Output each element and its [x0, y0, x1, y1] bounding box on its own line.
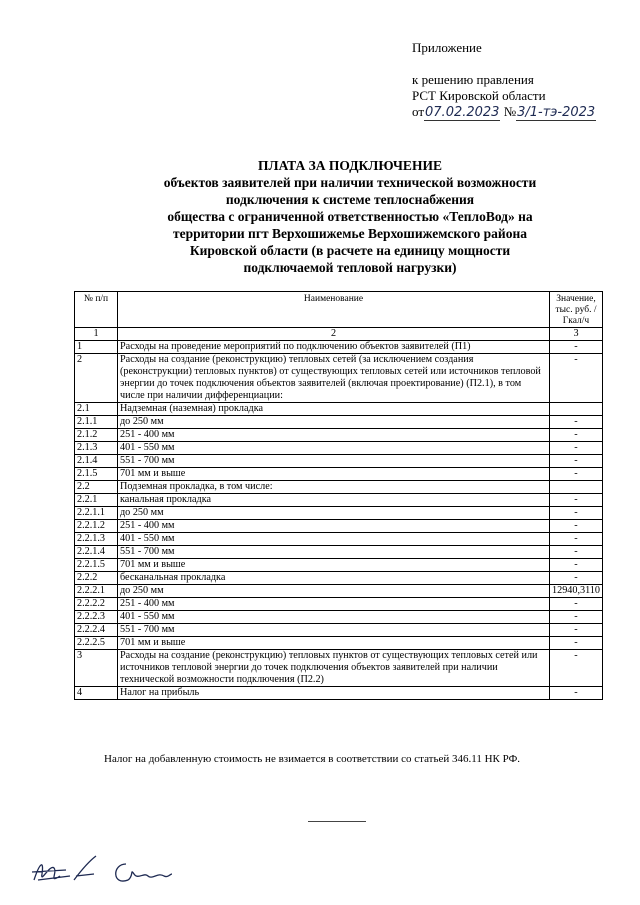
row-number: 2.2 [75, 481, 118, 494]
row-number: 2.2.1.2 [75, 520, 118, 533]
row-number: 2.2.1.4 [75, 546, 118, 559]
row-number: 2.1.4 [75, 455, 118, 468]
table-row [75, 546, 603, 559]
table-row [75, 416, 603, 429]
handwritten-number: 3/1-тэ-2023 [517, 105, 596, 120]
row-number: 2.2.1 [75, 494, 118, 507]
row-name: до 250 мм [118, 585, 550, 598]
table-row [75, 598, 603, 611]
header-value: Значение, тыс. руб. / Гкал/ч [550, 292, 603, 328]
row-value: - [550, 611, 603, 624]
row-value: - [550, 572, 603, 585]
row-name: до 250 мм [118, 507, 550, 520]
row-value: - [550, 416, 603, 429]
row-number: 2.1.3 [75, 442, 118, 455]
row-value: - [550, 354, 603, 403]
table-row [75, 442, 603, 455]
row-name: 551 - 700 мм [118, 455, 550, 468]
row-value: - [550, 494, 603, 507]
number-prefix: № [503, 104, 517, 119]
row-number: 2.2.2 [75, 572, 118, 585]
row-value: - [550, 637, 603, 650]
row-name: 701 мм и выше [118, 559, 550, 572]
table-row [75, 533, 603, 546]
header-name: Наименование [118, 292, 550, 328]
date-prefix: от [412, 104, 425, 119]
table-row [75, 650, 603, 687]
row-value: - [550, 624, 603, 637]
table-row [75, 637, 603, 650]
index-cell: 2 [118, 328, 550, 341]
row-number: 2.1 [75, 403, 118, 416]
row-name: Расходы на создание (реконструкцию) тепловых пунктов от существующих тепловых сетей или источников тепловой энергии до точек подключения объектов заявителей при наличии технической возможности подключения (П2.2) [118, 650, 550, 687]
row-number: 4 [75, 687, 118, 700]
row-number: 2.1.1 [75, 416, 118, 429]
title-line-6: Кировской области (в расчете на единицу мощности [189, 243, 511, 258]
row-name: 701 мм и выше [118, 637, 550, 650]
index-cell: 3 [550, 328, 603, 341]
row-name: 251 - 400 мм [118, 520, 550, 533]
row-name: Расходы на создание (реконструкцию) тепловых сетей (за исключением создания (реконструкции) тепловых пунктов) от существующих тепловых сетей или источников тепловой энергии до точек подключения объектов заявителей (включая проектирование) (П2.1), в том числе при наличии дифференциации: [118, 354, 550, 403]
row-value: - [550, 533, 603, 546]
row-number: 2.1.2 [75, 429, 118, 442]
row-name: 401 - 550 мм [118, 533, 550, 546]
table-header-row [75, 292, 603, 328]
row-number: 2 [75, 354, 118, 403]
row-name: 251 - 400 мм [118, 598, 550, 611]
table-row [75, 507, 603, 520]
header-num: № п/п [75, 292, 118, 328]
row-number: 2.2.2.4 [75, 624, 118, 637]
table-row [75, 520, 603, 533]
document-title [100, 157, 600, 276]
appendix-label: Приложение [412, 40, 482, 55]
row-value: - [550, 429, 603, 442]
row-name: 251 - 400 мм [118, 429, 550, 442]
row-name: Подземная прокладка, в том числе: [118, 481, 550, 494]
handwritten-date: 07.02.2023 [425, 105, 500, 120]
authority-line: РСТ Кировской области [412, 88, 546, 103]
row-number: 3 [75, 650, 118, 687]
table-row [75, 481, 603, 494]
table-row [75, 341, 603, 354]
signatures [30, 850, 180, 897]
row-name: 551 - 700 мм [118, 624, 550, 637]
table-row [75, 585, 603, 598]
row-value: - [550, 455, 603, 468]
row-value [550, 481, 603, 494]
table-row [75, 429, 603, 442]
table-row [75, 559, 603, 572]
table-row [75, 403, 603, 416]
signature-icon [30, 850, 180, 892]
row-name: до 250 мм [118, 416, 550, 429]
table-row [75, 687, 603, 700]
row-name: 551 - 700 мм [118, 546, 550, 559]
title-line-5: территории пгт Верхошижемье Верхошижемского района [173, 226, 527, 241]
row-value: - [550, 687, 603, 700]
row-value: - [550, 507, 603, 520]
row-value: 12940,3110 [550, 585, 603, 598]
tariff-table [74, 291, 603, 700]
row-value [550, 403, 603, 416]
row-name: бесканальная прокладка [118, 572, 550, 585]
row-value: - [550, 598, 603, 611]
row-name: Надземная (наземная) прокладка [118, 403, 550, 416]
table-body [75, 341, 603, 700]
row-name: Налог на прибыль [118, 687, 550, 700]
table-row [75, 572, 603, 585]
appendix-block [412, 40, 596, 121]
title-line-3: подключения к системе теплоснабжения [225, 192, 475, 207]
title-line-1: ПЛАТА ЗА ПОДКЛЮЧЕНИЕ [258, 158, 442, 173]
table-row [75, 455, 603, 468]
row-number: 1 [75, 341, 118, 354]
row-value: - [550, 442, 603, 455]
divider-line [308, 821, 366, 822]
table-row [75, 354, 603, 403]
title-line-2: объектов заявителей при наличии технической возможности [163, 175, 537, 190]
row-number: 2.2.1.5 [75, 559, 118, 572]
row-number: 2.2.2.5 [75, 637, 118, 650]
vat-note: Налог на добавленную стоимость не взимается в соответствии со статьей 346.11 НК РФ. [104, 753, 521, 765]
table-row [75, 611, 603, 624]
row-name: 701 мм и выше [118, 468, 550, 481]
row-value: - [550, 559, 603, 572]
table-index-row [75, 328, 603, 341]
row-number: 2.2.1.3 [75, 533, 118, 546]
row-name: 401 - 550 мм [118, 442, 550, 455]
row-number: 2.2.1.1 [75, 507, 118, 520]
row-name: 401 - 550 мм [118, 611, 550, 624]
table-row [75, 468, 603, 481]
row-number: 2.2.2.1 [75, 585, 118, 598]
row-value: - [550, 341, 603, 354]
row-number: 2.2.2.3 [75, 611, 118, 624]
row-value: - [550, 520, 603, 533]
row-value: - [550, 468, 603, 481]
decision-line: к решению правления [412, 72, 534, 87]
row-name: Расходы на проведение мероприятий по подключению объектов заявителей (П1) [118, 341, 550, 354]
table-row [75, 624, 603, 637]
row-number: 2.1.5 [75, 468, 118, 481]
date-number-line [412, 104, 596, 121]
row-number: 2.2.2.2 [75, 598, 118, 611]
table-row [75, 494, 603, 507]
title-line-4: общества с ограниченной ответственностью «ТеплоВод» на [167, 209, 533, 224]
row-value: - [550, 546, 603, 559]
title-line-7: подключаемой тепловой нагрузки) [243, 260, 457, 275]
index-cell: 1 [75, 328, 118, 341]
row-value: - [550, 650, 603, 687]
row-name: канальная прокладка [118, 494, 550, 507]
